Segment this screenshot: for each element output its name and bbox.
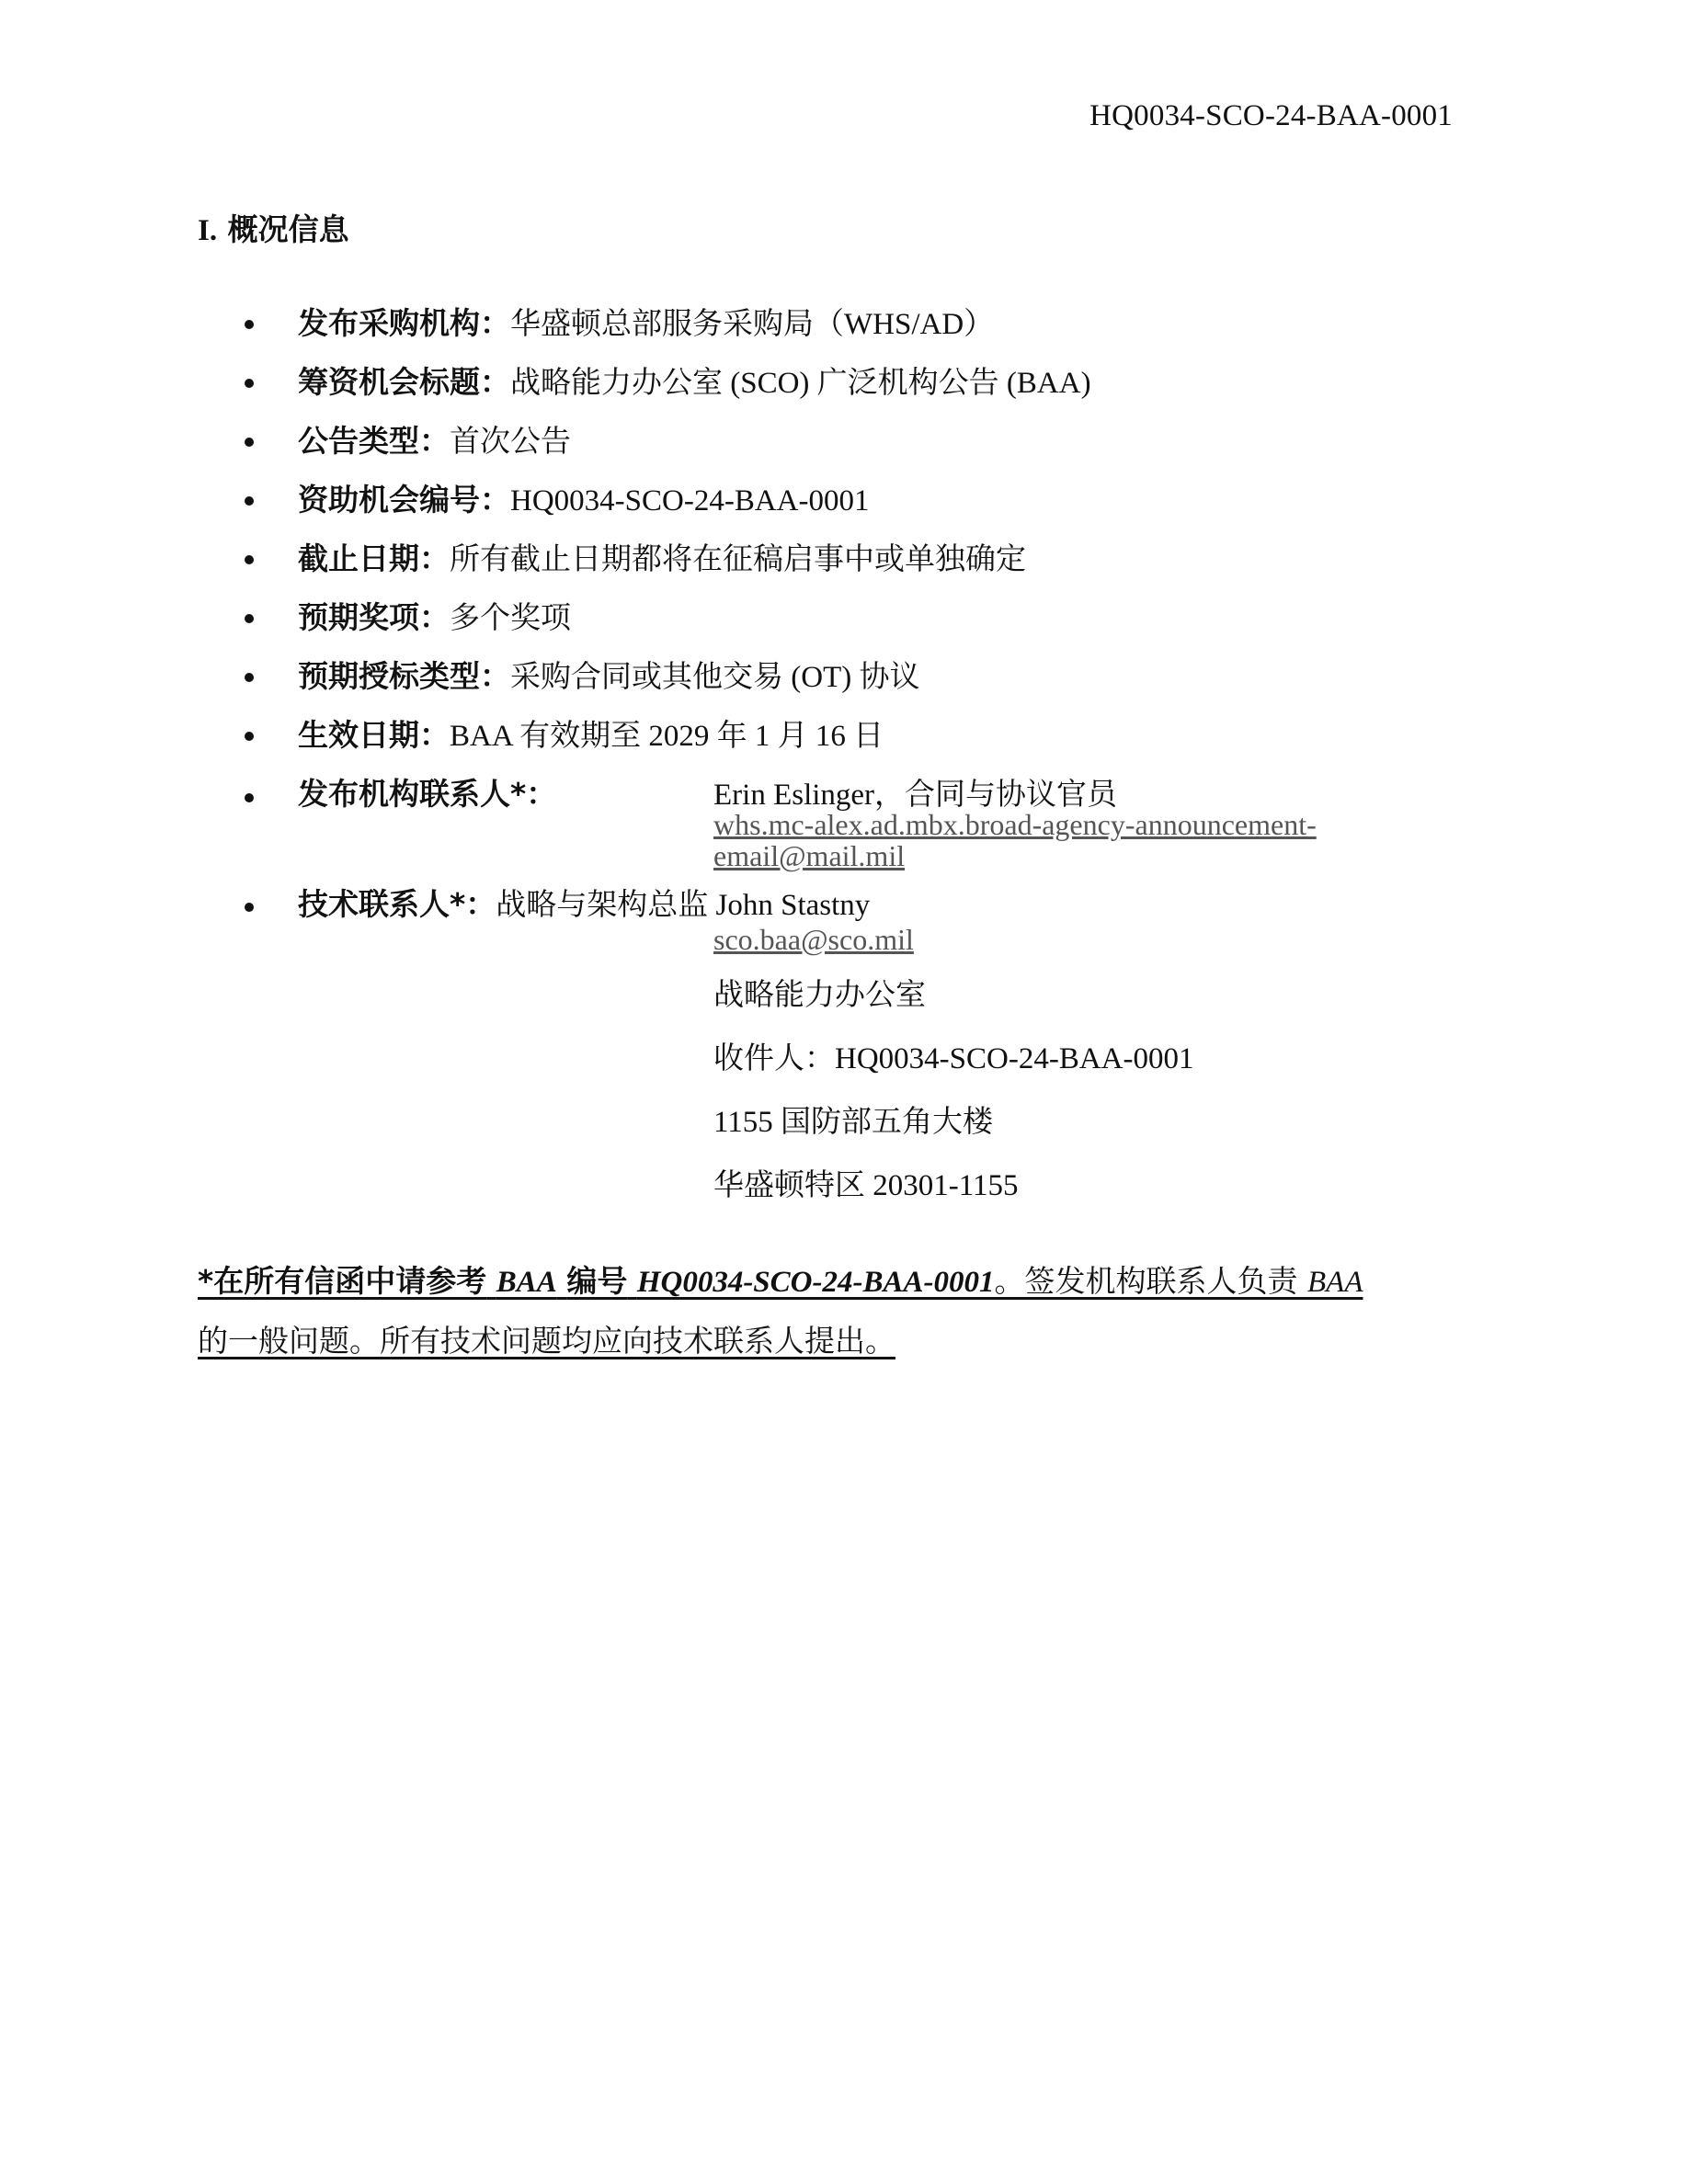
bullet-icon xyxy=(245,320,254,329)
bullet-icon xyxy=(245,673,254,682)
footnote xyxy=(198,1252,1485,1371)
item-value: BAA 有效期至 2029 年 1 月 16 日 xyxy=(450,720,884,753)
footnote-part: 。签发机构联系人负责 xyxy=(994,1266,1298,1299)
item-label: 截止日期： xyxy=(298,540,450,576)
technical-contact-address-line-2: 收件人：HQ0034-SCO-24-BAA-0001 xyxy=(713,1042,1194,1075)
issuing-contact-label: 发布机构联系人*： xyxy=(298,776,557,812)
item-value: 多个奖项 xyxy=(450,602,571,635)
item-label: 预期奖项： xyxy=(298,599,450,635)
bullet-icon xyxy=(245,496,254,506)
issuing-contact-name: Erin Eslinger，合同与协议官员 xyxy=(713,779,1118,812)
bullet-icon xyxy=(245,614,254,623)
list-item-award-type xyxy=(241,656,1528,715)
item-label: 预期授标类型： xyxy=(298,658,510,694)
issuing-contact-email[interactable] xyxy=(713,809,1317,871)
item-label: 资助机会编号： xyxy=(298,482,510,518)
item-value: 所有截止日期都将在征稿启事中或单独确定 xyxy=(450,543,1026,576)
issuing-contact-email-line2[interactable]: email@mail.mil xyxy=(713,839,906,872)
list-item-announcement-type xyxy=(241,421,1528,480)
section-heading xyxy=(198,206,349,249)
footnote-part: BAA xyxy=(496,1266,557,1299)
list-item-effective-date xyxy=(241,715,1528,774)
technical-contact-address-line-1: 战略能力办公室 xyxy=(713,979,926,1012)
technical-contact-email[interactable]: sco.baa@sco.mil xyxy=(713,923,914,956)
footnote-part: HQ0034-SCO-24-BAA-0001 xyxy=(636,1266,995,1299)
footnote-part: BAA xyxy=(1307,1266,1363,1299)
document-reference-number: HQ0034-SCO-24-BAA-0001 xyxy=(1089,99,1453,132)
bullet-icon xyxy=(245,379,254,388)
list-item-expected-awards xyxy=(241,597,1528,656)
technical-contact-row xyxy=(298,881,1493,924)
list-item-opportunity-title xyxy=(241,362,1528,421)
item-label: 生效日期： xyxy=(298,717,450,753)
item-value: 华盛顿总部服务采购局（WHS/AD） xyxy=(510,308,995,341)
list-item-issuing-agency xyxy=(241,303,1528,362)
list-item-deadline xyxy=(241,539,1528,597)
item-label: 发布采购机构： xyxy=(298,305,510,341)
footnote-part: 的一般问题。所有技术问题均应向技术联系人提出。 xyxy=(198,1325,895,1359)
technical-contact-name: 战略与架构总监 John Stastny xyxy=(496,889,871,922)
technical-contact-address-line-3: 1155 国防部五角大楼 xyxy=(713,1106,994,1139)
item-value: 战略能力办公室 (SCO) 广泛机构公告 (BAA) xyxy=(510,367,1091,400)
technical-contact-label: 技术联系人*： xyxy=(298,886,496,922)
item-value: 首次公告 xyxy=(450,426,571,459)
bullet-icon xyxy=(245,903,254,912)
technical-contact-address-line-4: 华盛顿特区 20301-1155 xyxy=(713,1169,1019,1202)
bullet-icon xyxy=(245,732,254,741)
section-number: I. xyxy=(198,214,218,247)
bullet-icon xyxy=(245,793,254,802)
footnote-part: 编号 xyxy=(566,1263,628,1299)
list-item-opportunity-number xyxy=(241,480,1528,539)
footnote-part: *在所有信函中请参考 xyxy=(198,1263,487,1299)
issuing-contact-email-line1[interactable]: whs.mc-alex.ad.mbx.broad-agency-announcement- xyxy=(713,808,1317,841)
item-label: 公告类型： xyxy=(298,423,450,459)
bullet-icon xyxy=(245,438,254,447)
item-value: 采购合同或其他交易 (OT) 协议 xyxy=(510,661,920,694)
section-title: 概况信息 xyxy=(227,211,349,247)
item-label: 筹资机会标题： xyxy=(298,364,510,400)
bullet-icon xyxy=(245,555,254,564)
item-value: HQ0034-SCO-24-BAA-0001 xyxy=(510,484,870,518)
general-info-list xyxy=(241,303,1528,774)
